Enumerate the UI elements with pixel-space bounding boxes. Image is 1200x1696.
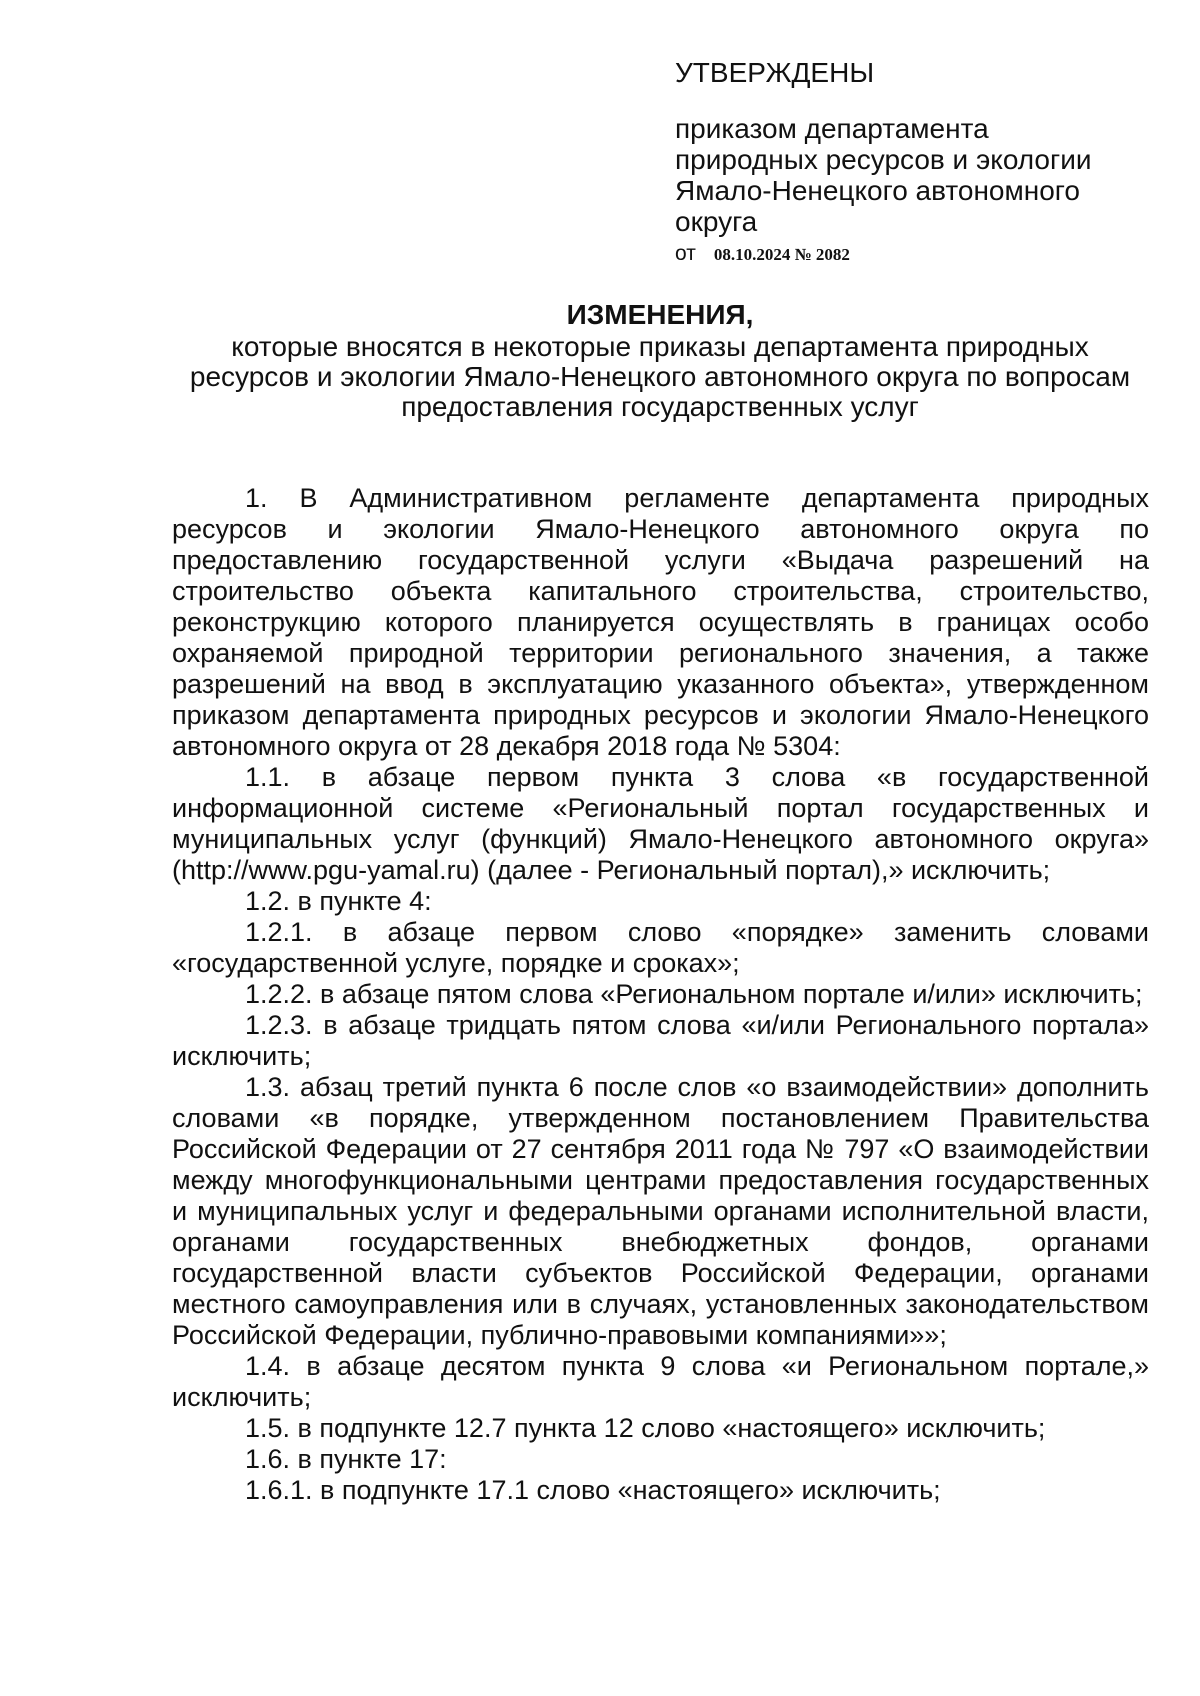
paragraph: 1.3. абзац третий пункта 6 после слов «о взаимодействии» дополнить словами «в порядке, утвержденном постановлением Правительства Российской Федерации от 27 сентября 2011 года № 797 «О взаимодействии между многофункциональными центрами предоставления государственных и муниципальных услуг и федеральными органами исполнительной власти, органами государственных внебюджетных фондов, органами государственной власти субъектов Российской Федерации, органами местного самоуправления или в случаях, установленных законодательством Российской Федерации, публично-правовыми компаниями»»; — [172, 1072, 1149, 1350]
approval-heading: УТВЕРЖДЕНЫ — [675, 57, 875, 88]
paragraph: 1. В Административном регламенте департамента природных ресурсов и экологии Ямало-Ненецкого автономного округа по предоставлению государственной услуги «Выдача разрешений на строительство объекта капитального строительства, строительство, реконструкцию которого планируется осуществлять в границах особо охраняемой природной территории регионального значения, а также разрешений на ввод в эксплуатацию указанного объекта», утвержденном приказом департамента природных ресурсов и экологии Ямало-Ненецкого автономного округа от 28 декабря 2018 года № 5304: — [172, 483, 1149, 761]
paragraph: 1.5. в подпункте 12.7 пункта 12 слово «настоящего» исключить; — [245, 1413, 1046, 1443]
paragraph: 1.2.2. в абзаце пятом слова «Региональном портале и/или» исключить; — [245, 979, 1143, 1009]
approval-date-line — [675, 243, 1135, 266]
paragraph: 1.2.3. в абзаце тридцать пятом слова «и/или Регионального портала» исключить; — [172, 1010, 1149, 1071]
approval-line: округа — [675, 206, 758, 237]
document-title: ИЗМЕНЕНИЯ, — [566, 299, 754, 330]
paragraph: 1.4. в абзаце десятом пункта 9 слова «и Региональном портале,» исключить; — [172, 1351, 1149, 1412]
approval-date-value: 08.10.2024 № 2082 — [713, 245, 850, 264]
approval-stamp — [675, 57, 1135, 266]
approval-line: Ямало-Ненецкого автономного — [675, 175, 1080, 206]
approval-date-label: от — [675, 242, 696, 265]
document-body — [172, 483, 1149, 1506]
document-title-block — [170, 300, 1150, 422]
paragraph: 1.1. в абзаце первом пункта 3 слова «в государственной информационной системе «Региональный портал государственных и муниципальных услуг (функций) Ямало-Ненецкого автономного округа» (http://www.pgu-yamal.ru) (далее - Региональный портал),» исключить; — [172, 762, 1149, 885]
approval-line: приказом департамента — [675, 113, 989, 144]
paragraph: 1.2.1. в абзаце первом слово «порядке» заменить словами «государственной услуге, порядке и сроках»; — [172, 917, 1149, 978]
paragraph: 1.6. в пункте 17: — [245, 1444, 447, 1474]
document-subtitle: которые вносятся в некоторые приказы департамента природных ресурсов и экологии Ямало-Ненецкого автономного округа по вопросам предоставления государственных услуг — [189, 331, 1131, 422]
paragraph: 1.6.1. в подпункте 17.1 слово «настоящего» исключить; — [245, 1475, 941, 1505]
approval-line: природных ресурсов и экологии — [675, 144, 1092, 175]
paragraph: 1.2. в пункте 4: — [245, 886, 432, 916]
